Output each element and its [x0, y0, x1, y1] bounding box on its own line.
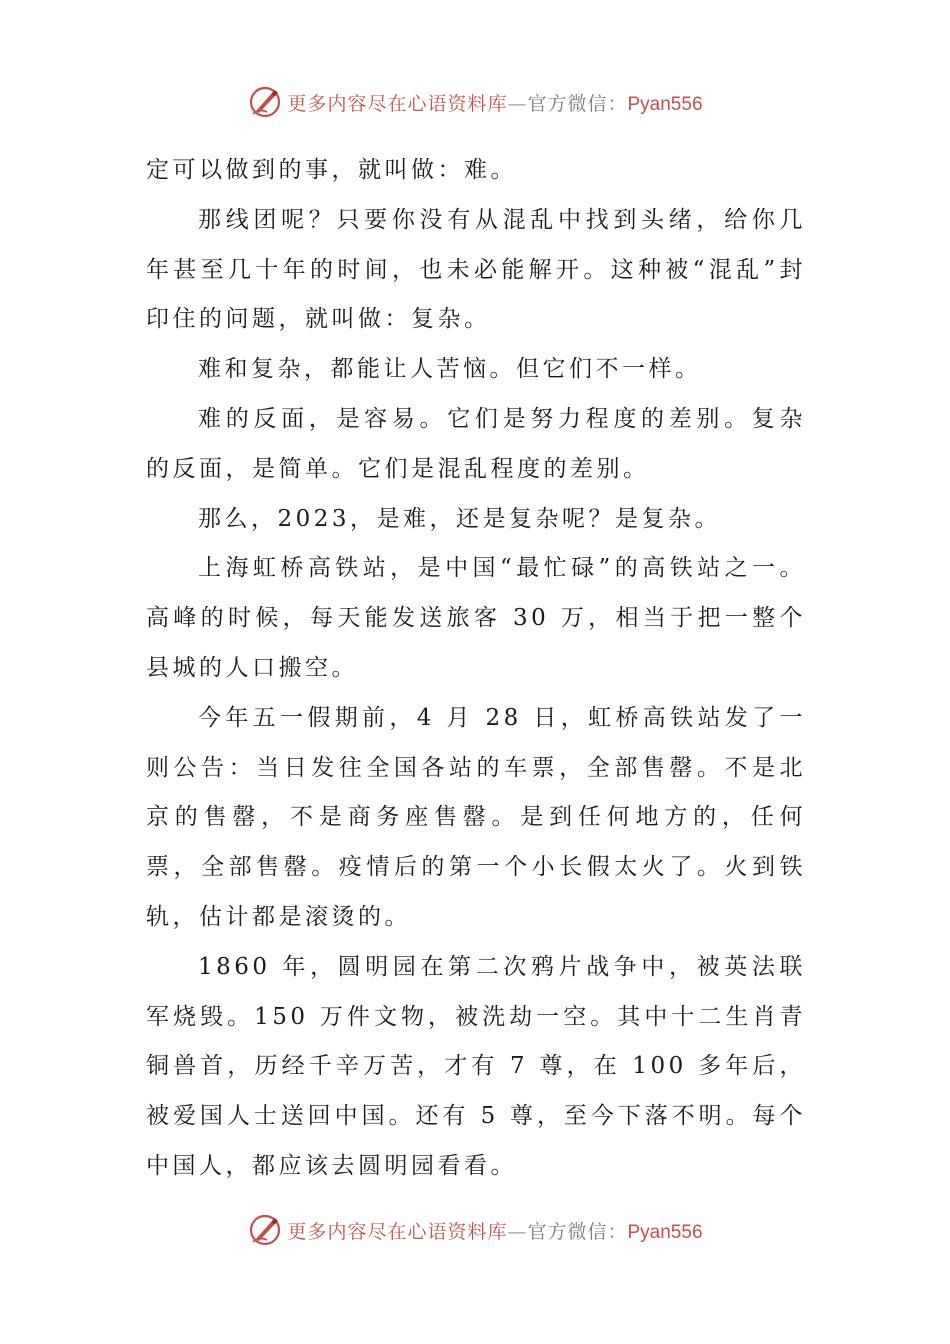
document-body	[146, 146, 806, 1192]
paragraph-8: 1860 年，圆明园在第二次鸦片战争中，被英法联军烧毁。150 万件文物，被洗劫一空。其中十二生肖青铜兽首，历经千辛万苦，才有 7 尊，在 100 多年后，被爱国人士送回中国。还有 5 尊，至今下落不明。每个中国人，都应该去圆明园看看。	[146, 953, 806, 1179]
pen-logo-icon	[247, 1212, 283, 1248]
paragraph-6: 上海虹桥高铁站，是中国“最忙碌”的高铁站之一。高峰的时候，每天能发送旅客 30 万，相当于把一整个县城的人口搬空。	[146, 555, 806, 681]
header-wechat-id: Pyan556	[627, 93, 703, 115]
pen-logo-icon	[247, 84, 283, 120]
header-watermark-banner	[0, 82, 950, 122]
footer-brand-text: 更多内容尽在心语资料库	[287, 1220, 508, 1243]
footer-separator: —	[507, 1220, 528, 1243]
paragraph-2: 那线团呢？只要你没有从混乱中找到头绪，给你几年甚至几十年的时间，也未必能解开。这种被“混乱”封印住的问题，就叫做：复杂。	[146, 206, 806, 333]
header-brand-text: 更多内容尽在心语资料库	[287, 92, 508, 115]
paragraph-3: 难和复杂，都能让人苦恼。但它们不一样。	[198, 356, 702, 383]
paragraph-1: 定可以做到的事，就叫做：难。	[146, 157, 517, 183]
footer-watermark-banner	[0, 1210, 950, 1250]
paragraph-5: 那么，2023，是难，还是复杂呢？是复杂。	[198, 505, 722, 532]
header-separator: —	[507, 92, 528, 115]
header-official-label: 官方微信：	[527, 92, 628, 115]
paragraph-4: 难的反面，是容易。它们是努力程度的差别。复杂的反面，是简单。它们是混乱程度的差别。	[146, 405, 806, 482]
paragraph-7: 今年五一假期前，4 月 28 日，虹桥高铁站发了一则公告：当日发往全国各站的车票，全部售罄。不是北京的售罄，不是商务座售罄。是到任何地方的，任何票，全部售罄。疫情后的第一个小长假太火了。火到铁轨，估计都是滚烫的。	[146, 704, 806, 930]
footer-wechat-id: Pyan556	[627, 1221, 703, 1243]
footer-official-label: 官方微信：	[527, 1220, 628, 1243]
